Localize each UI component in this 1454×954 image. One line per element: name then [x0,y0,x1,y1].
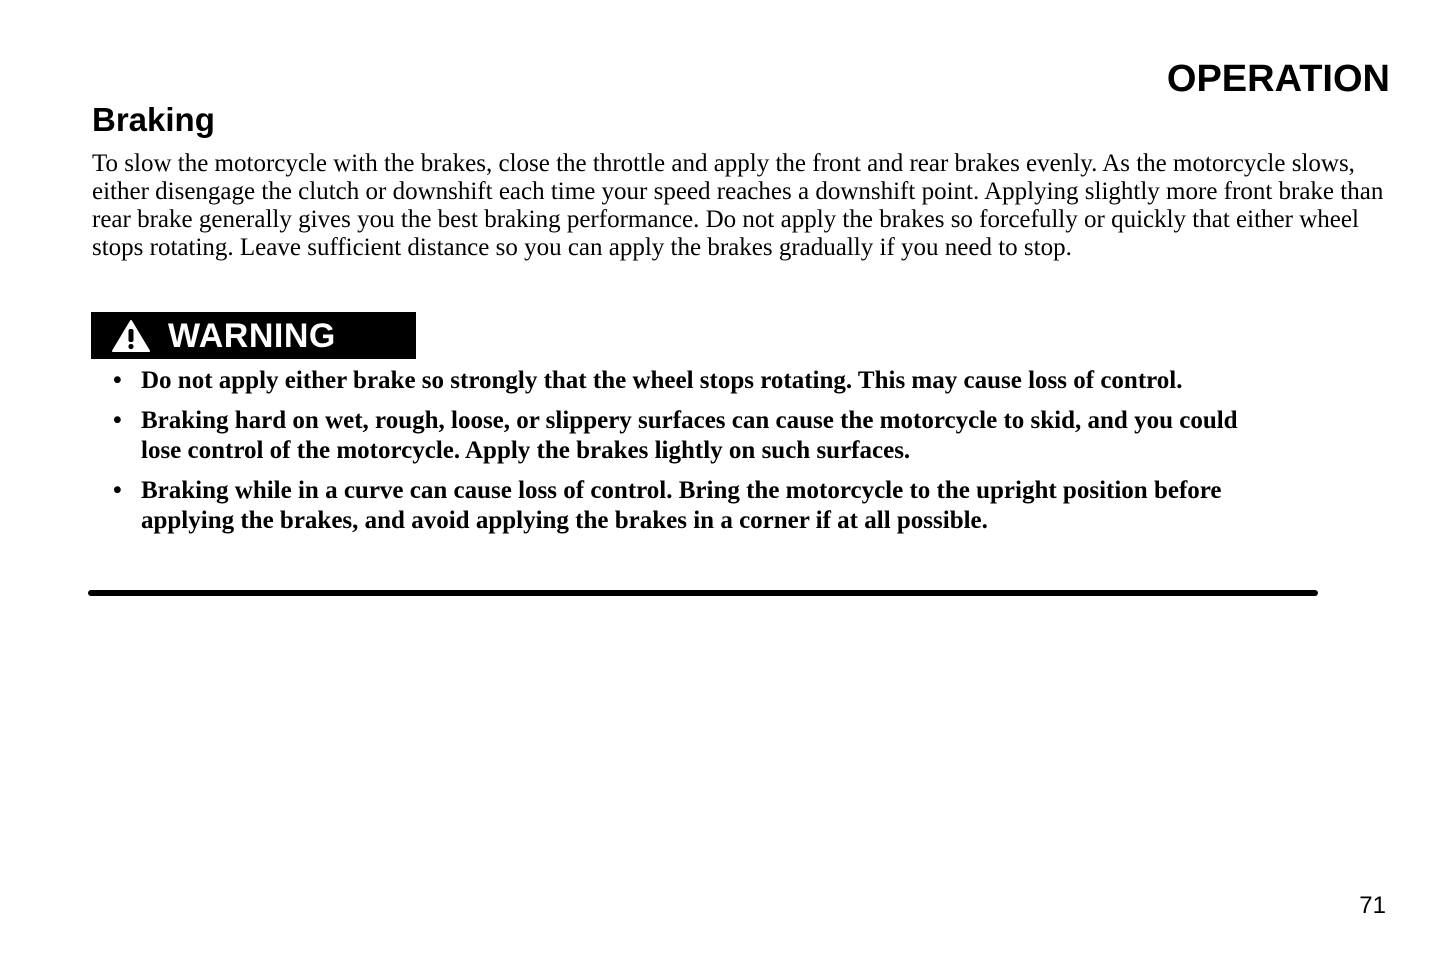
bullet-icon: • [113,367,122,394]
body-paragraph: To slow the motorcycle with the brakes, close the throttle and apply the front and rear brakes evenly. As the motorcycle slows, either disengage the clutch or downshift each time your speed reaches a downshift point. Applying slightly more front brake than rear brake generally gives you the best braking performance. Do not apply the brakes so forcefully or quickly that either wheel stops rotating. Leave sufficient distance so you can apply the brakes gradually if you need to stop. [92,150,1384,261]
warning-item-text: Braking hard on wet, rough, loose, or slippery surfaces can cause the motorcycle to skid, and you could lose control of the motorcycle. Apply the brakes lightly on such surfaces. [141,407,1238,464]
warning-label: WARNING [168,316,336,355]
warning-item [110,406,1280,466]
warning-list [110,366,1280,546]
warning-triangle-icon [111,319,151,353]
warning-item-text: Braking while in a curve can cause loss of control. Bring the motorcycle to the upright position before applying the brakes, and avoid applying the brakes in a corner if at all possible. [141,477,1222,534]
section-heading: Braking [92,101,215,138]
warning-item [110,366,1280,396]
page-number: 71 [1359,892,1386,919]
bullet-icon: • [113,407,122,434]
chapter-title: OPERATION [1166,58,1390,100]
section-divider [88,590,1318,596]
warning-item-text: Do not apply either brake so strongly that the wheel stops rotating. This may cause loss of control. [141,367,1183,394]
warning-item [110,476,1280,536]
warning-banner [91,312,416,359]
bullet-icon: • [113,477,122,504]
